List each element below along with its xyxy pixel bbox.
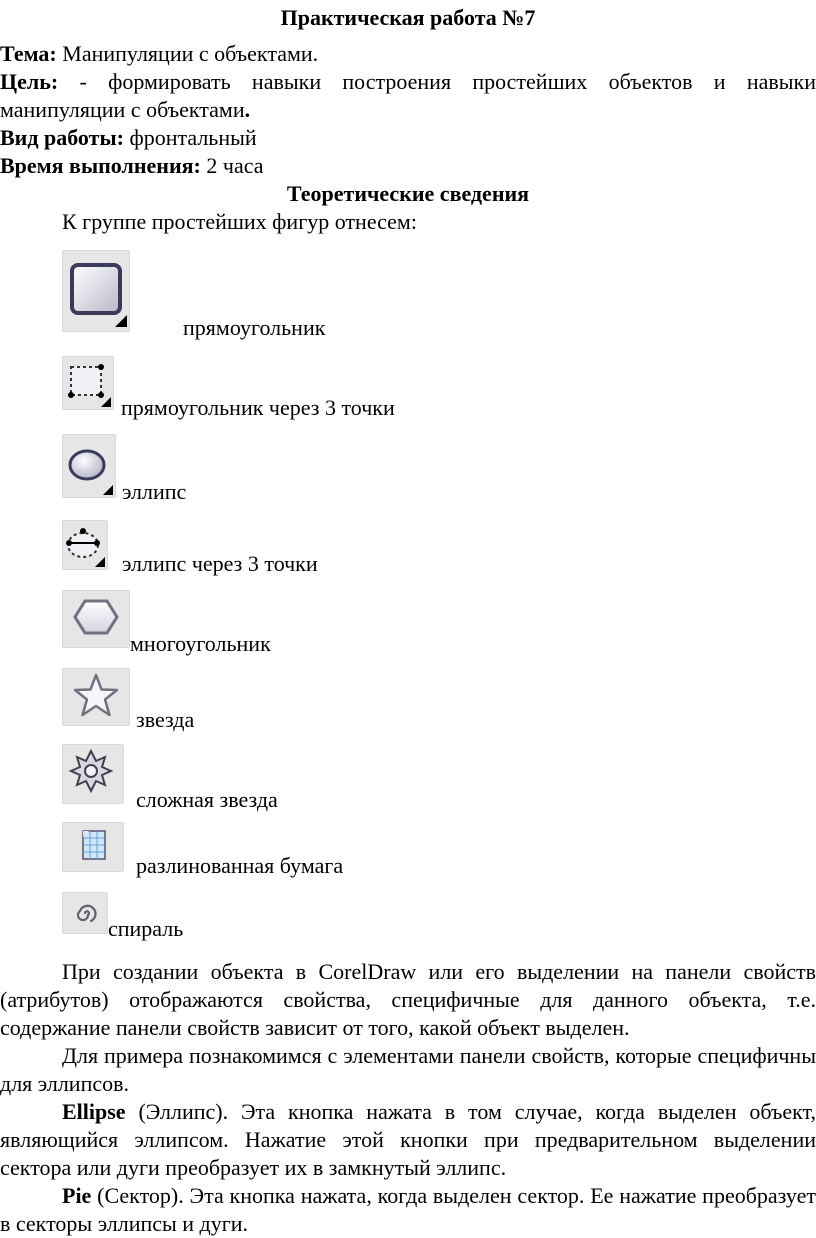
star-tool-icon <box>62 668 130 726</box>
paragraph-4-text: (Сектор). Эта кнопка нажата, когда выделен сектор. Ее нажатие преобразует в секторы эллипсы и дуги. <box>0 1183 816 1236</box>
intro-text: К группе простейших фигур отнесем: <box>62 209 417 234</box>
page-title: Практическая работа №7 <box>280 5 536 30</box>
ellipse-term: Ellipse <box>62 1099 126 1124</box>
paragraph-example <box>0 1042 816 1098</box>
complex-star-tool-icon <box>62 744 124 804</box>
goal-label: Цель: <box>0 69 59 94</box>
goal-line-2 <box>0 96 250 124</box>
section-title: Теоретические сведения <box>286 181 530 206</box>
goal-line-1 <box>0 68 816 96</box>
topic-label: Тема: <box>0 41 57 66</box>
graph-paper-tool-icon <box>62 822 124 872</box>
shape-label-ellipse: эллипс <box>122 479 187 504</box>
shape-label-rectangle-3-point: прямоугольник через 3 точки <box>121 395 395 420</box>
paragraph-ellipse <box>0 1098 816 1182</box>
work-type-label: Вид работы: <box>0 125 124 150</box>
paragraph-3-text: (Эллипс). Эта кнопка нажата в том случае, когда выделен объект, являющийся эллипсом. Нажатие этой кнопки при предварительном выделении сектора или дуги преобразует их в замкнутый эллипс. <box>0 1099 816 1180</box>
shape-label-star: звезда <box>136 707 195 732</box>
polygon-tool-icon <box>62 590 130 648</box>
shape-label-ellipse-3-point: эллипс через 3 точки <box>122 551 318 576</box>
paragraph-properties-panel <box>0 958 816 1042</box>
time-value: 2 часа <box>200 153 264 178</box>
work-type-line <box>0 124 257 152</box>
topic-value: Манипуляции с объектами. <box>56 41 319 66</box>
time-line <box>0 152 264 180</box>
paragraph-2-text: Для примера познакомимся с элементами панели свойств, которые специфичны для эллипсов. <box>0 1043 816 1096</box>
rectangle-3-point-tool-icon <box>62 356 114 410</box>
shape-label-graph-paper: разлинованная бумага <box>136 853 344 878</box>
rectangle-tool-icon <box>62 250 130 332</box>
work-type-value: фронтальный <box>123 125 257 150</box>
paragraph-1-text: При создании объекта в CorelDraw или его выделении на панели свойств (атрибутов) отображаются свойства, специфичные для данного объекта, т.е. содержание панели свойств зависит от того, какой объект выделен. <box>0 959 816 1040</box>
goal-value: - формировать навыки построения простейших объектов и навыки <box>58 69 816 94</box>
topic-line <box>0 40 318 68</box>
shape-label-spiral: спираль <box>108 916 184 941</box>
spiral-tool-icon <box>62 892 108 934</box>
shape-label-polygon: многоугольник <box>130 631 271 656</box>
shape-label-complex-star: сложная звезда <box>136 787 278 812</box>
time-label: Время выполнения: <box>0 153 201 178</box>
shape-label-rectangle: прямоугольник <box>183 315 326 340</box>
ellipse-tool-icon <box>62 434 116 498</box>
pie-term: Pie <box>62 1183 92 1208</box>
ellipse-3-point-tool-icon <box>62 520 108 570</box>
goal-value-continued: манипуляции с объектами <box>0 97 245 122</box>
goal-period: . <box>244 97 251 122</box>
paragraph-pie <box>0 1182 816 1238</box>
